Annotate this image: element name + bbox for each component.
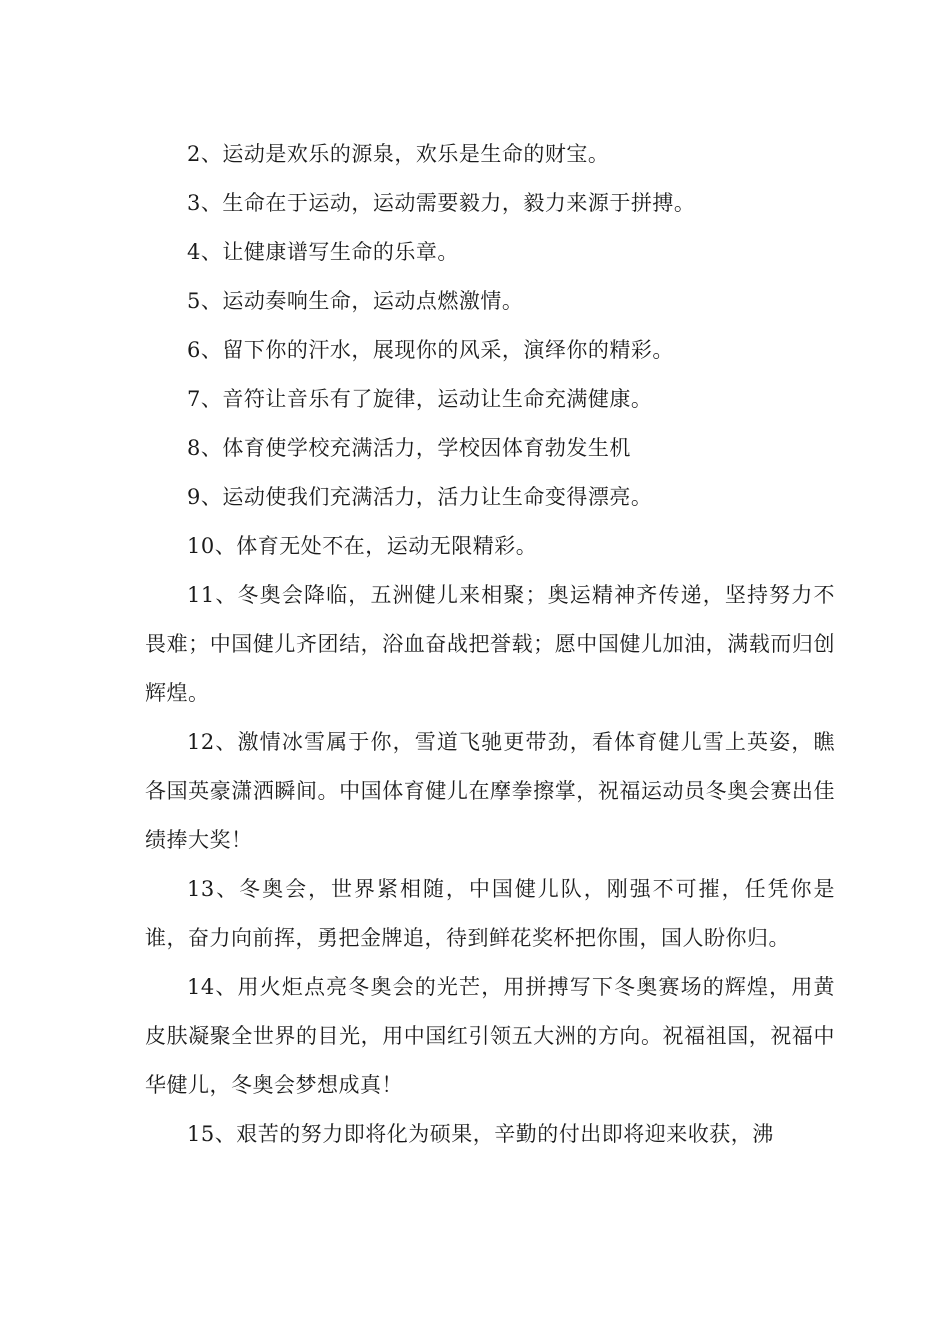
- list-item: 13、冬奥会，世界紧相随，中国健儿队，刚强不可摧，任凭你是谁，奋力向前挥，勇把金牌追，待到鲜花奖杯把你围，国人盼你归。: [145, 877, 835, 950]
- list-item: 2、运动是欢乐的源泉，欢乐是生命的财宝。: [187, 142, 610, 166]
- document-body: [145, 130, 835, 1159]
- list-item: 5、运动奏响生命，运动点燃激情。: [187, 289, 524, 313]
- list-item: 12、激情冰雪属于你，雪道飞驰更带劲，看体育健儿雪上英姿，瞧各国英豪潇洒瞬间。中国体育健儿在摩拳擦掌，祝福运动员冬奥会赛出佳绩捧大奖！: [145, 730, 835, 852]
- list-item: 14、用火炬点亮冬奥会的光芒，用拼搏写下冬奥赛场的辉煌，用黄皮肤凝聚全世界的目光，用中国红引领五大洲的方向。祝福祖国，祝福中华健儿，冬奥会梦想成真！: [145, 975, 835, 1097]
- list-item: 9、运动使我们充满活力，活力让生命变得漂亮。: [187, 485, 653, 509]
- list-item: 7、音符让音乐有了旋律，运动让生命充满健康。: [187, 387, 653, 411]
- list-item: 3、生命在于运动，运动需要毅力，毅力来源于拼搏。: [187, 191, 696, 215]
- list-item: 8、体育使学校充满活力，学校因体育勃发生机: [187, 436, 631, 460]
- list-item: 10、体育无处不在，运动无限精彩。: [187, 534, 538, 558]
- list-item: 11、冬奥会降临，五洲健儿来相聚；奥运精神齐传递，坚持努力不畏难；中国健儿齐团结，浴血奋战把誉载；愿中国健儿加油，满载而归创辉煌。: [145, 583, 835, 705]
- list-item: 6、留下你的汗水，展现你的风采，演绎你的精彩。: [187, 338, 674, 362]
- list-item: 4、让健康谱写生命的乐章。: [187, 240, 459, 264]
- list-item: 15、艰苦的努力即将化为硕果，辛勤的付出即将迎来收获，沸: [187, 1122, 774, 1146]
